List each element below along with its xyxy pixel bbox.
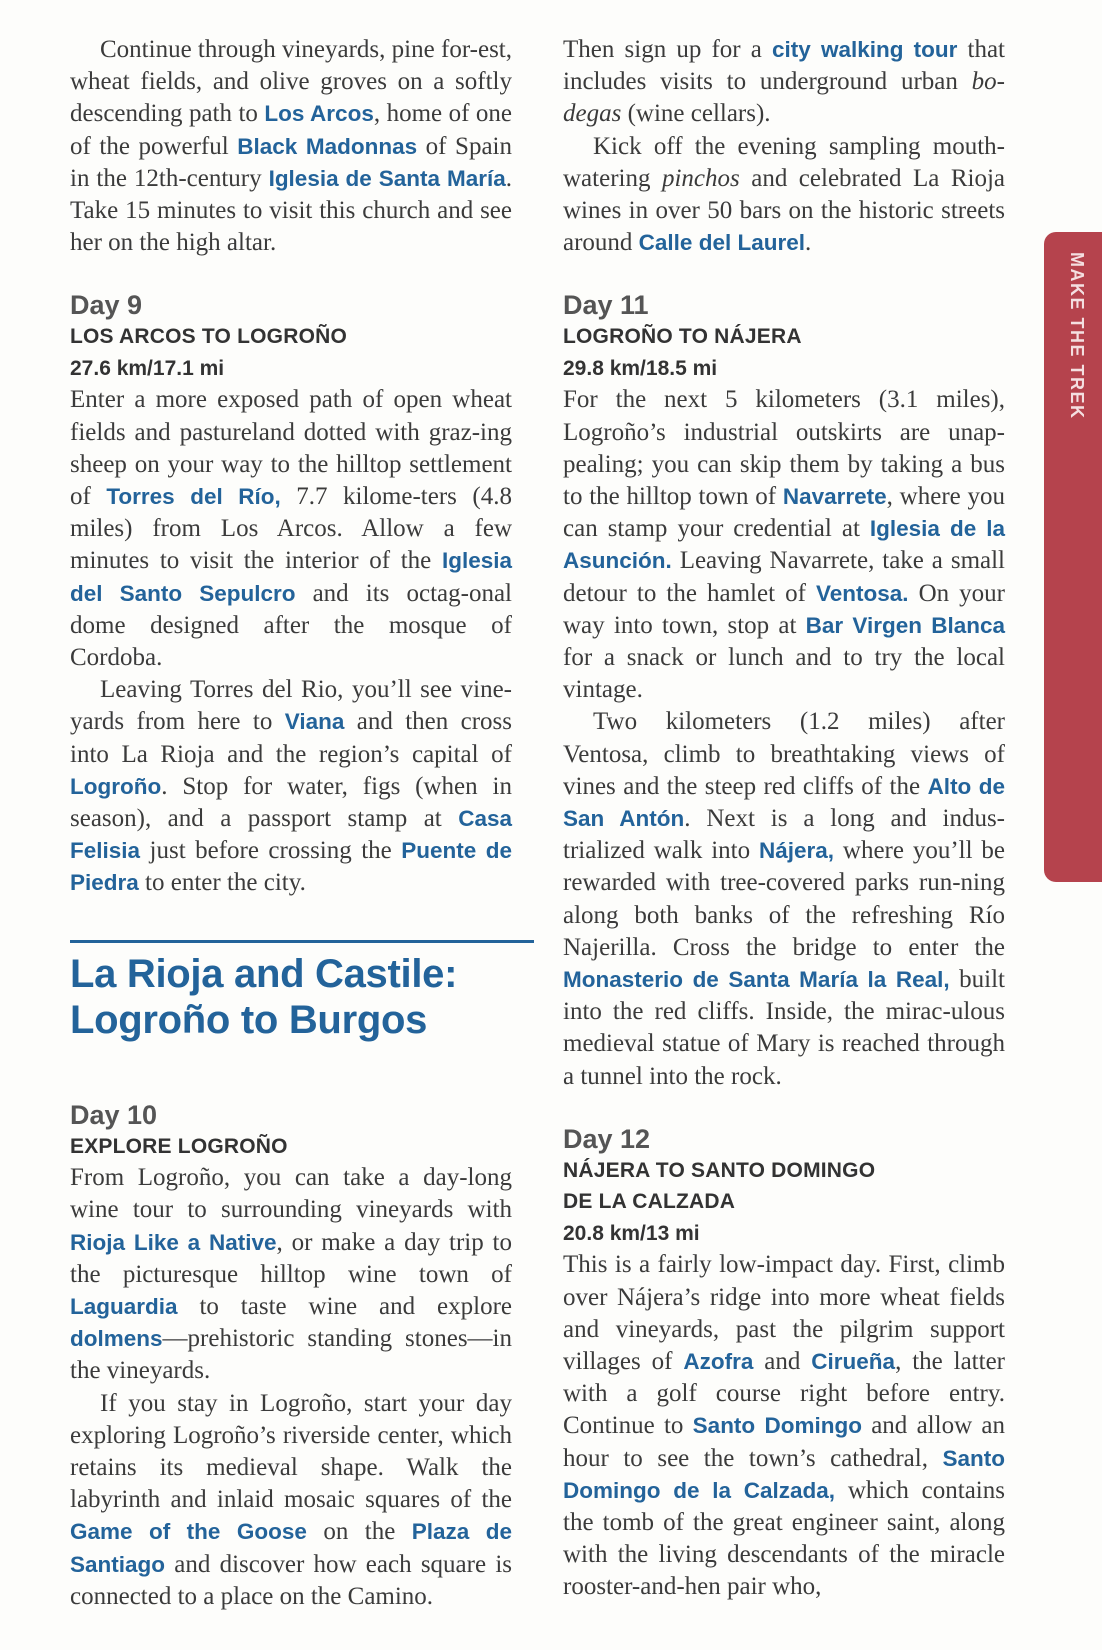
day-10-section — [70, 1099, 512, 1613]
text-run: If you stay in Logroño, start your day exploring Logroño’s riverside center, which retains its medieval shape. Walk the labyrinth and inlaid mosaic squares of the — [70, 1389, 512, 1514]
italic-term: pinchos — [661, 164, 740, 192]
place-highlight: Rioja Like a Native — [70, 1229, 277, 1255]
day-label: Day 11 — [563, 290, 649, 321]
day-paragraph — [70, 674, 512, 899]
place-highlight: Iglesia de Santa María — [268, 165, 506, 191]
day-paragraph — [563, 706, 1005, 1092]
text-run: which contains the tomb of the great engineer saint, along with the living descendants of the miracle rooster-and-hen pair who, — [563, 1476, 1005, 1601]
section-heading-line-1: La Rioja and Castile: — [70, 951, 458, 996]
text-run: and — [753, 1348, 812, 1375]
intro-paragraph — [563, 34, 1005, 131]
side-tab-label: MAKE THE TREK — [1067, 252, 1087, 420]
italic-term: bo-degas — [563, 68, 1005, 128]
day-distance: 20.8 km/13 mi — [563, 1221, 700, 1245]
place-highlight: dolmens — [70, 1326, 163, 1352]
section-divider — [70, 940, 534, 943]
text-run: , home of one of the powerful — [70, 100, 513, 160]
intro-paragraph — [70, 34, 512, 259]
text-run: —prehistoric standing stones—in the vineyards. — [70, 1325, 512, 1385]
text-run: Enter a more exposed path of open wheat fields and pastureland dotted with graz-ing sheep on your way to the hilltop settlement of — [70, 386, 512, 511]
day-distance: 27.6 km/17.1 mi — [70, 356, 225, 380]
left-column — [70, 34, 512, 1613]
day-route-title-line-1: NÁJERA TO SANTO DOMINGO — [563, 1158, 876, 1182]
text-run: and its octag-onal dome designed after the mosque of Cordoba. — [70, 579, 512, 672]
place-highlight: Navarrete — [782, 484, 887, 510]
text-run: and celebrated La Rioja wines in over 50 bars on the historic streets around — [563, 164, 1005, 257]
text-run: Continue through vineyards, pine for-est, wheat fields, and olive groves on a softly descending path to — [70, 36, 512, 128]
text-run: (wine cellars). — [621, 100, 771, 128]
day-9-section — [70, 289, 512, 899]
day-12-section — [563, 1123, 1005, 1604]
place-highlight: Monasterio de Santa María la Real, — [563, 967, 950, 993]
day-11-section — [563, 289, 1005, 1092]
text-run: just before crossing the — [140, 837, 402, 865]
text-run: . Next is a long and indus-trialized walk into — [563, 805, 1006, 865]
text-run: of Spain in the 12th-century — [70, 132, 512, 192]
day-label: Day 9 — [70, 290, 143, 321]
text-run: From Logroño, you can take a day-long wine tour to surrounding vineyards with — [70, 1164, 512, 1224]
text-run: , or make a day trip to the picturesque hilltop wine town of — [70, 1228, 512, 1288]
day-paragraph — [563, 384, 1005, 706]
text-run: where you’ll be rewarded with tree-covered parks run-ning along both banks of the refreshing Río Najerilla. Cross the bridge to enter the — [563, 837, 1005, 961]
day-route-title: EXPLORE LOGROÑO — [70, 1134, 288, 1158]
place-highlight: Torres del Río, — [106, 484, 281, 510]
place-highlight: Iglesia de la Asunción. — [563, 516, 1005, 574]
place-highlight: Black Madonnas — [237, 133, 418, 159]
text-run: This is a fairly low-impact day. First, climb over Nájera’s ridge into more wheat fields and vineyards, past the pilgrim support villages of — [563, 1251, 1005, 1375]
section-heading-line-2: Logroño to Burgos — [70, 997, 428, 1042]
place-highlight: Viana — [284, 709, 345, 735]
text-run: Then sign up for a — [563, 36, 773, 63]
day-route-title-line-2: DE LA CALZADA — [563, 1190, 736, 1214]
place-highlight: Calle del Laurel — [638, 230, 805, 256]
text-run: . Stop for water, figs (when in season), and a passport stamp at — [70, 772, 512, 833]
place-highlight: Azofra — [683, 1349, 754, 1374]
place-highlight: Ventosa. — [815, 580, 909, 606]
place-highlight: Cirueña — [811, 1349, 896, 1374]
place-highlight: Logroño — [70, 773, 162, 799]
right-column — [563, 34, 1005, 1604]
section-heading — [70, 951, 512, 1043]
place-highlight: Nájera, — [758, 838, 835, 864]
text-run: 7.7 kilome-ters (4.8 miles) from Los Arcos. Allow a few minutes to visit the interior of the — [70, 483, 512, 575]
place-highlight: Iglesia del Santo Sepulcro — [70, 548, 512, 606]
place-highlight: Santo Domingo de la Calzada, — [563, 1445, 1005, 1503]
day-distance: 29.8 km/18.5 mi — [563, 356, 718, 380]
text-run: on the — [306, 1518, 412, 1546]
day-paragraph — [70, 1162, 512, 1387]
place-highlight: Game of the Goose — [70, 1519, 307, 1545]
place-highlight: Laguardia — [70, 1293, 178, 1319]
text-run: built into the red cliffs. Inside, the mirac-ulous medieval statue of Mary is reached through a tunnel into the rock. — [563, 966, 1005, 1090]
text-run: to taste wine and explore — [177, 1292, 512, 1320]
text-run: and then cross into La Rioja and the region’s capital of — [70, 708, 512, 768]
day-route-title: LOGROÑO TO NÁJERA — [563, 325, 802, 349]
place-highlight: Casa Felisia — [70, 806, 512, 864]
day-paragraph — [70, 384, 512, 674]
text-run: Kick off the evening sampling mouth-watering — [563, 132, 1005, 192]
day-label: Day 12 — [563, 1123, 651, 1154]
day-route-title: LOS ARCOS TO LOGROÑO — [70, 325, 348, 349]
text-run: and discover how each square is connected to a place on the Camino. — [70, 1550, 512, 1610]
place-highlight: Santo Domingo — [692, 1413, 862, 1439]
day-label: Day 10 — [70, 1099, 158, 1130]
text-run: that includes visits to underground urban — [563, 36, 1005, 96]
day-paragraph — [70, 1388, 512, 1613]
text-run: On your way into town, stop at — [563, 579, 1005, 639]
day-paragraph — [563, 1249, 1005, 1603]
text-run: . — [804, 229, 812, 257]
text-run: Leaving Torres del Rio, you’ll see vine-yards from here to — [70, 676, 512, 736]
text-run: , the latter with a golf course right before entry. Continue to — [563, 1348, 1005, 1440]
text-run: Two kilometers (1.2 miles) after Ventosa, climb to breathtaking views of vines and the steep red cliffs of the — [563, 708, 1005, 800]
chapter-side-tab[interactable] — [1044, 232, 1102, 882]
place-highlight: Alto de San Antón — [563, 773, 1006, 832]
place-highlight: city walking tour — [772, 37, 958, 62]
text-run: , where you can stamp your credential at — [563, 483, 1005, 543]
text-run: for a snack or lunch and to try the local vintage. — [563, 644, 1005, 704]
text-run: Leaving Navarrete, take a small detour to the hamlet of — [563, 547, 1005, 607]
text-run: and allow an hour to see the town’s cathedral, — [563, 1412, 1006, 1472]
text-run: to enter the city. — [138, 869, 306, 897]
place-highlight: Bar Virgen Blanca — [805, 612, 1005, 638]
place-highlight: Plaza de Santiago — [70, 1519, 512, 1577]
text-run: . Take 15 minutes to visit this church and see her on the high altar. — [70, 164, 512, 257]
intro-paragraph — [563, 131, 1005, 260]
text-run: For the next 5 kilometers (3.1 miles), Logroño’s industrial outskirts are unap-pealing; you can skip them by taking a bus to the hilltop town of — [563, 386, 1005, 511]
place-highlight: Los Arcos — [264, 101, 374, 127]
place-highlight: Puente de Piedra — [70, 838, 512, 896]
